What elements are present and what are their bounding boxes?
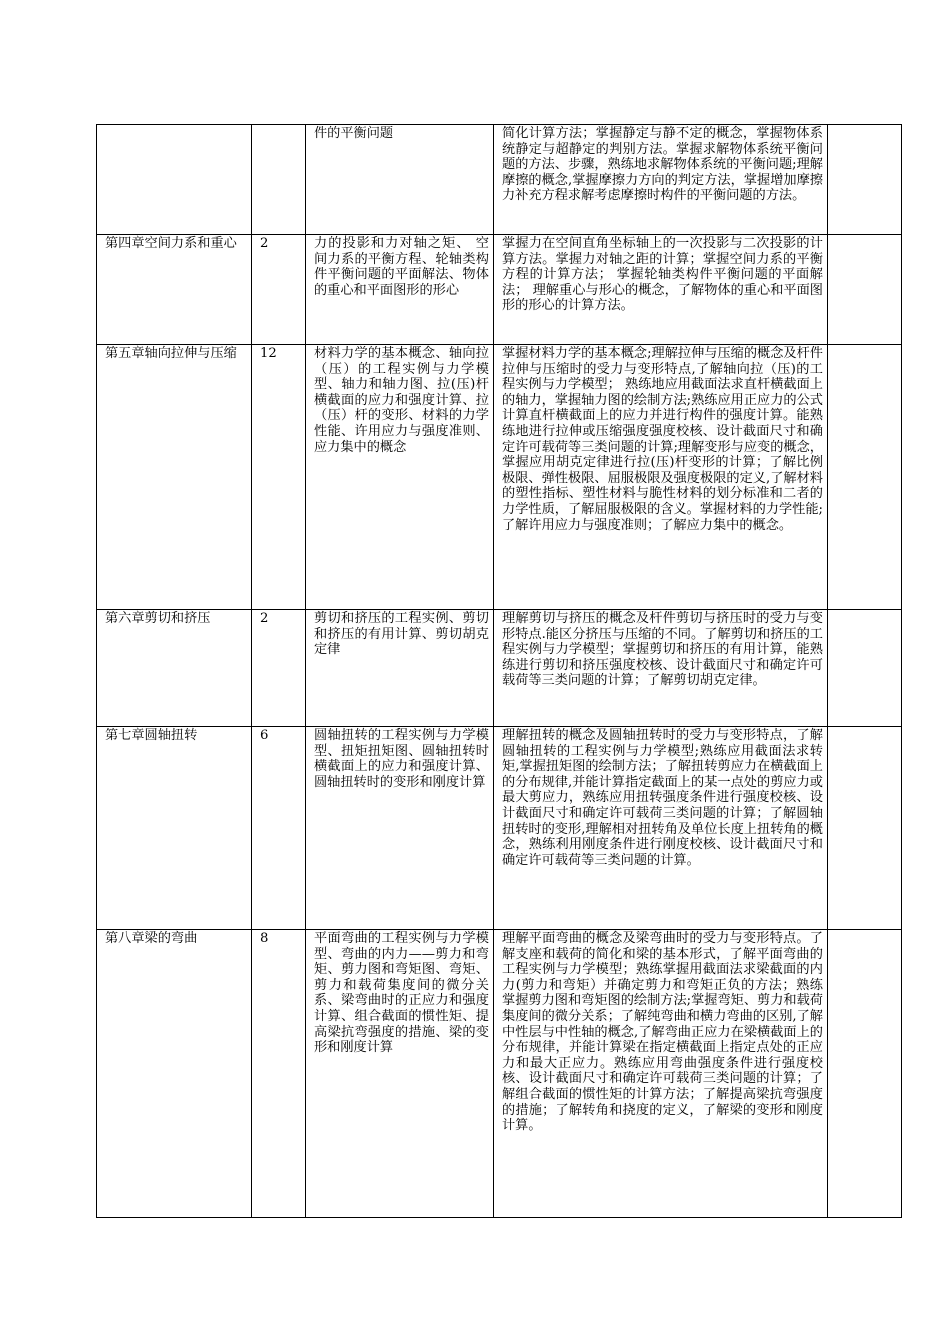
content-cell: 圆轴扭转的工程实例与力学模型、扭矩扭矩图、圆轴扭转时横截面上的应力和强度计算、圆轴扭转时的变形和刚度计算: [306, 727, 494, 930]
requirement-cell: 理解剪切与挤压的概念及杆件剪切与挤压时的受力与变形特点.能区分挤压与压缩的不同。了解剪切和挤压的工程实例与力学模型；掌握剪切和挤压的有用计算，能熟练进行剪切和挤压强度校核、设计截面尺寸和确定许可载荷等三类问题的计算；了解剪切胡克定律。: [494, 610, 828, 727]
chapter-cell: 第五章轴向拉伸与压缩: [97, 345, 252, 610]
chapter-cell: 第六章剪切和挤压: [97, 610, 252, 727]
chapter-cell: [97, 125, 252, 235]
table-row: [97, 930, 902, 1218]
content-cell: 剪切和挤压的工程实例、剪切和挤压的有用计算、剪切胡克定律: [306, 610, 494, 727]
note-cell: [828, 235, 902, 345]
note-cell: [828, 930, 902, 1218]
table-row: [97, 125, 902, 235]
hours-cell: 12: [252, 345, 306, 610]
requirement-cell: 理解平面弯曲的概念及梁弯曲时的受力与变形特点。了解支座和载荷的简化和梁的基本形式，了解平面弯曲的工程实例与力学模型；熟练掌握用截面法求梁截面的内力(剪力和弯矩）并确定剪力和弯矩正负的方法；熟练掌握剪力图和弯矩图的绘制方法;掌握弯矩、剪力和载荷集度间的微分关系；了解纯弯曲和横力弯曲的区别,了解中性层与中性轴的概念,了解弯曲正应力在梁横截面上的分布规律，并能计算梁在指定横截面上指定点处的正应力和最大正应力。熟练应用弯曲强度条件进行强度校核、设计截面尺寸和确定许可载荷三类问题的计算；了解组合截面的惯性矩的计算方法；了解提高梁抗弯强度的措施；了解转角和挠度的定义，了解梁的变形和刚度计算。: [494, 930, 828, 1218]
table-row: [97, 235, 902, 345]
content-cell: 平面弯曲的工程实例与力学模型、弯曲的内力——剪力和弯矩、剪力图和弯矩图、弯矩、剪力和载荷集度间的微分关系、梁弯曲时的正应力和强度计算、组合截面的惯性矩、提高梁抗弯强度的措施、梁的变形和刚度计算: [306, 930, 494, 1218]
hours-cell: 6: [252, 727, 306, 930]
chapter-cell: 第八章梁的弯曲: [97, 930, 252, 1218]
note-cell: [828, 125, 902, 235]
table-row: [97, 727, 902, 930]
requirement-cell: 掌握力在空间直角坐标轴上的一次投影与二次投影的计算方法。掌握力对轴之距的计算；掌握空间力系的平衡方程的计算方法； 掌握轮轴类构件平衡问题的平面解法； 理解重心与形心的概念，了解物体的重心和平面图形的形心的计算方法。: [494, 235, 828, 345]
chapter-cell: 第四章空间力系和重心: [97, 235, 252, 345]
table-row: [97, 345, 902, 610]
requirement-cell: 掌握材料力学的基本概念;理解拉伸与压缩的概念及杆件拉伸与压缩时的受力与变形特点,了解轴向拉（压)的工程实例与力学模型； 熟练地应用截面法求直杆横截面上的轴力，掌握轴力图的绘制方法;熟练应用正应力的公式计算直杆横截面上的应力并进行构件的强度计算。能熟练地进行拉伸或压缩强度强度校核、设计截面尺寸和确定许可载荷等三类问题的计算;理解变形与应变的概念，掌握应用胡克定律进行拉(压)杆变形的计算；了解比例极限、弹性极限、屈服极限及强度极限的定义,了解材料的塑性指标、塑性材料与脆性材料的划分标准和二者的力学性质，了解屈服极限的含义。掌握材料的力学性能;了解许用应力与强度准则；了解应力集中的概念。: [494, 345, 828, 610]
syllabus-table: [96, 124, 902, 1218]
note-cell: [828, 610, 902, 727]
hours-cell: 2: [252, 235, 306, 345]
chapter-cell: 第七章圆轴扭转: [97, 727, 252, 930]
content-cell: 材料力学的基本概念、轴向拉（压）的工程实例与力学模型、轴力和轴力图、拉(压)杆横截面的应力和强度计算、拉（压）杆的变形、材料的力学性能、许用应力与强度准则、应力集中的概念: [306, 345, 494, 610]
note-cell: [828, 345, 902, 610]
content-cell: 件的平衡问题: [306, 125, 494, 235]
hours-cell: 8: [252, 930, 306, 1218]
note-cell: [828, 727, 902, 930]
requirement-cell: 简化计算方法；掌握静定与静不定的概念，掌握物体系统静定与超静定的判别方法。掌握求解物体系统平衡问题的方法、步骤，熟练地求解物体系统的平衡问题;理解摩擦的概念,掌握摩擦力方向的判定方法，掌握增加摩擦力补充方程求解考虑摩擦时构件的平衡问题的方法。: [494, 125, 828, 235]
hours-cell: 2: [252, 610, 306, 727]
table-row: [97, 610, 902, 727]
requirement-cell: 理解扭转的概念及圆轴扭转时的受力与变形特点，了解圆轴扭转的工程实例与力学模型;熟练应用截面法求转矩,掌握扭矩图的绘制方法；了解扭转剪应力在横截面上的分布规律,并能计算指定截面上的某一点处的剪应力或最大剪应力，熟练应用扭转强度条件进行强度校核、设计截面尺寸和确定许可载荷三类问题的计算；了解圆轴扭转时的变形,理解相对扭转角及单位长度上扭转角的概念，熟练利用刚度条件进行刚度校核、设计截面尺寸和确定许可载荷等三类问题的计算。: [494, 727, 828, 930]
hours-cell: [252, 125, 306, 235]
content-cell: 力的投影和力对轴之矩、 空间力系的平衡方程、轮轴类构件平衡问题的平面解法、物体的重心和平面图形的形心: [306, 235, 494, 345]
